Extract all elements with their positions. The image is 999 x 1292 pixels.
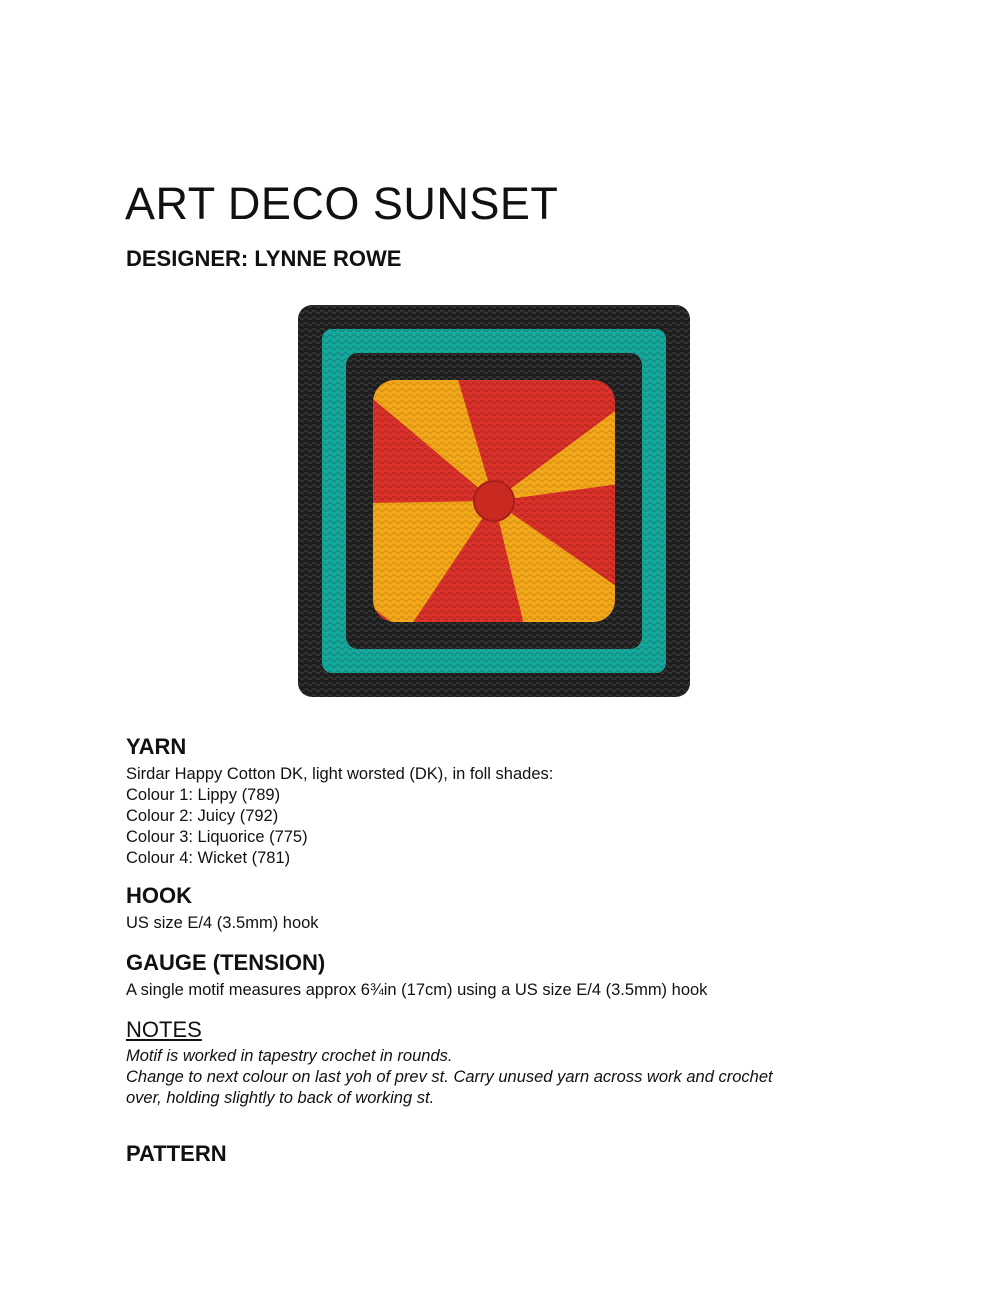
yarn-heading: YARN <box>126 734 187 759</box>
designer-credit: DESIGNER: LYNNE ROWE <box>126 246 402 271</box>
gauge-heading: GAUGE (TENSION) <box>126 950 326 975</box>
yarn-line: Sirdar Happy Cotton DK, light worsted (DK), in foll shades: <box>126 765 554 783</box>
gauge-section <box>126 949 886 1001</box>
page-title: ART DECO SUNSET <box>125 178 559 229</box>
notes-section <box>126 1016 886 1109</box>
notes-line: Motif is worked in tapestry crochet in rounds. <box>126 1047 453 1065</box>
pattern-heading: PATTERN <box>126 1141 227 1166</box>
notes-heading: NOTES <box>126 1017 202 1042</box>
pattern-section <box>126 1140 886 1168</box>
yarn-line: Colour 3: Liquorice (775) <box>126 828 308 846</box>
yarn-line: Colour 1: Lippy (789) <box>126 786 281 804</box>
hook-text: US size E/4 (3.5mm) hook <box>126 914 319 932</box>
yarn-line: Colour 2: Juicy (792) <box>126 807 279 825</box>
yarn-section <box>126 733 886 869</box>
notes-line: over, holding slightly to back of working st. <box>126 1089 435 1107</box>
center-ring <box>474 481 514 521</box>
hook-heading: HOOK <box>126 883 192 908</box>
crochet-motif-photo <box>296 303 692 699</box>
gauge-text: A single motif measures approx 6¾in (17cm) using a US size E/4 (3.5mm) hook <box>126 981 708 999</box>
hook-section <box>126 882 886 934</box>
notes-line: Change to next colour on last yoh of prev st. Carry unused yarn across work and crochet <box>126 1068 773 1086</box>
yarn-line: Colour 4: Wicket (781) <box>126 849 291 867</box>
